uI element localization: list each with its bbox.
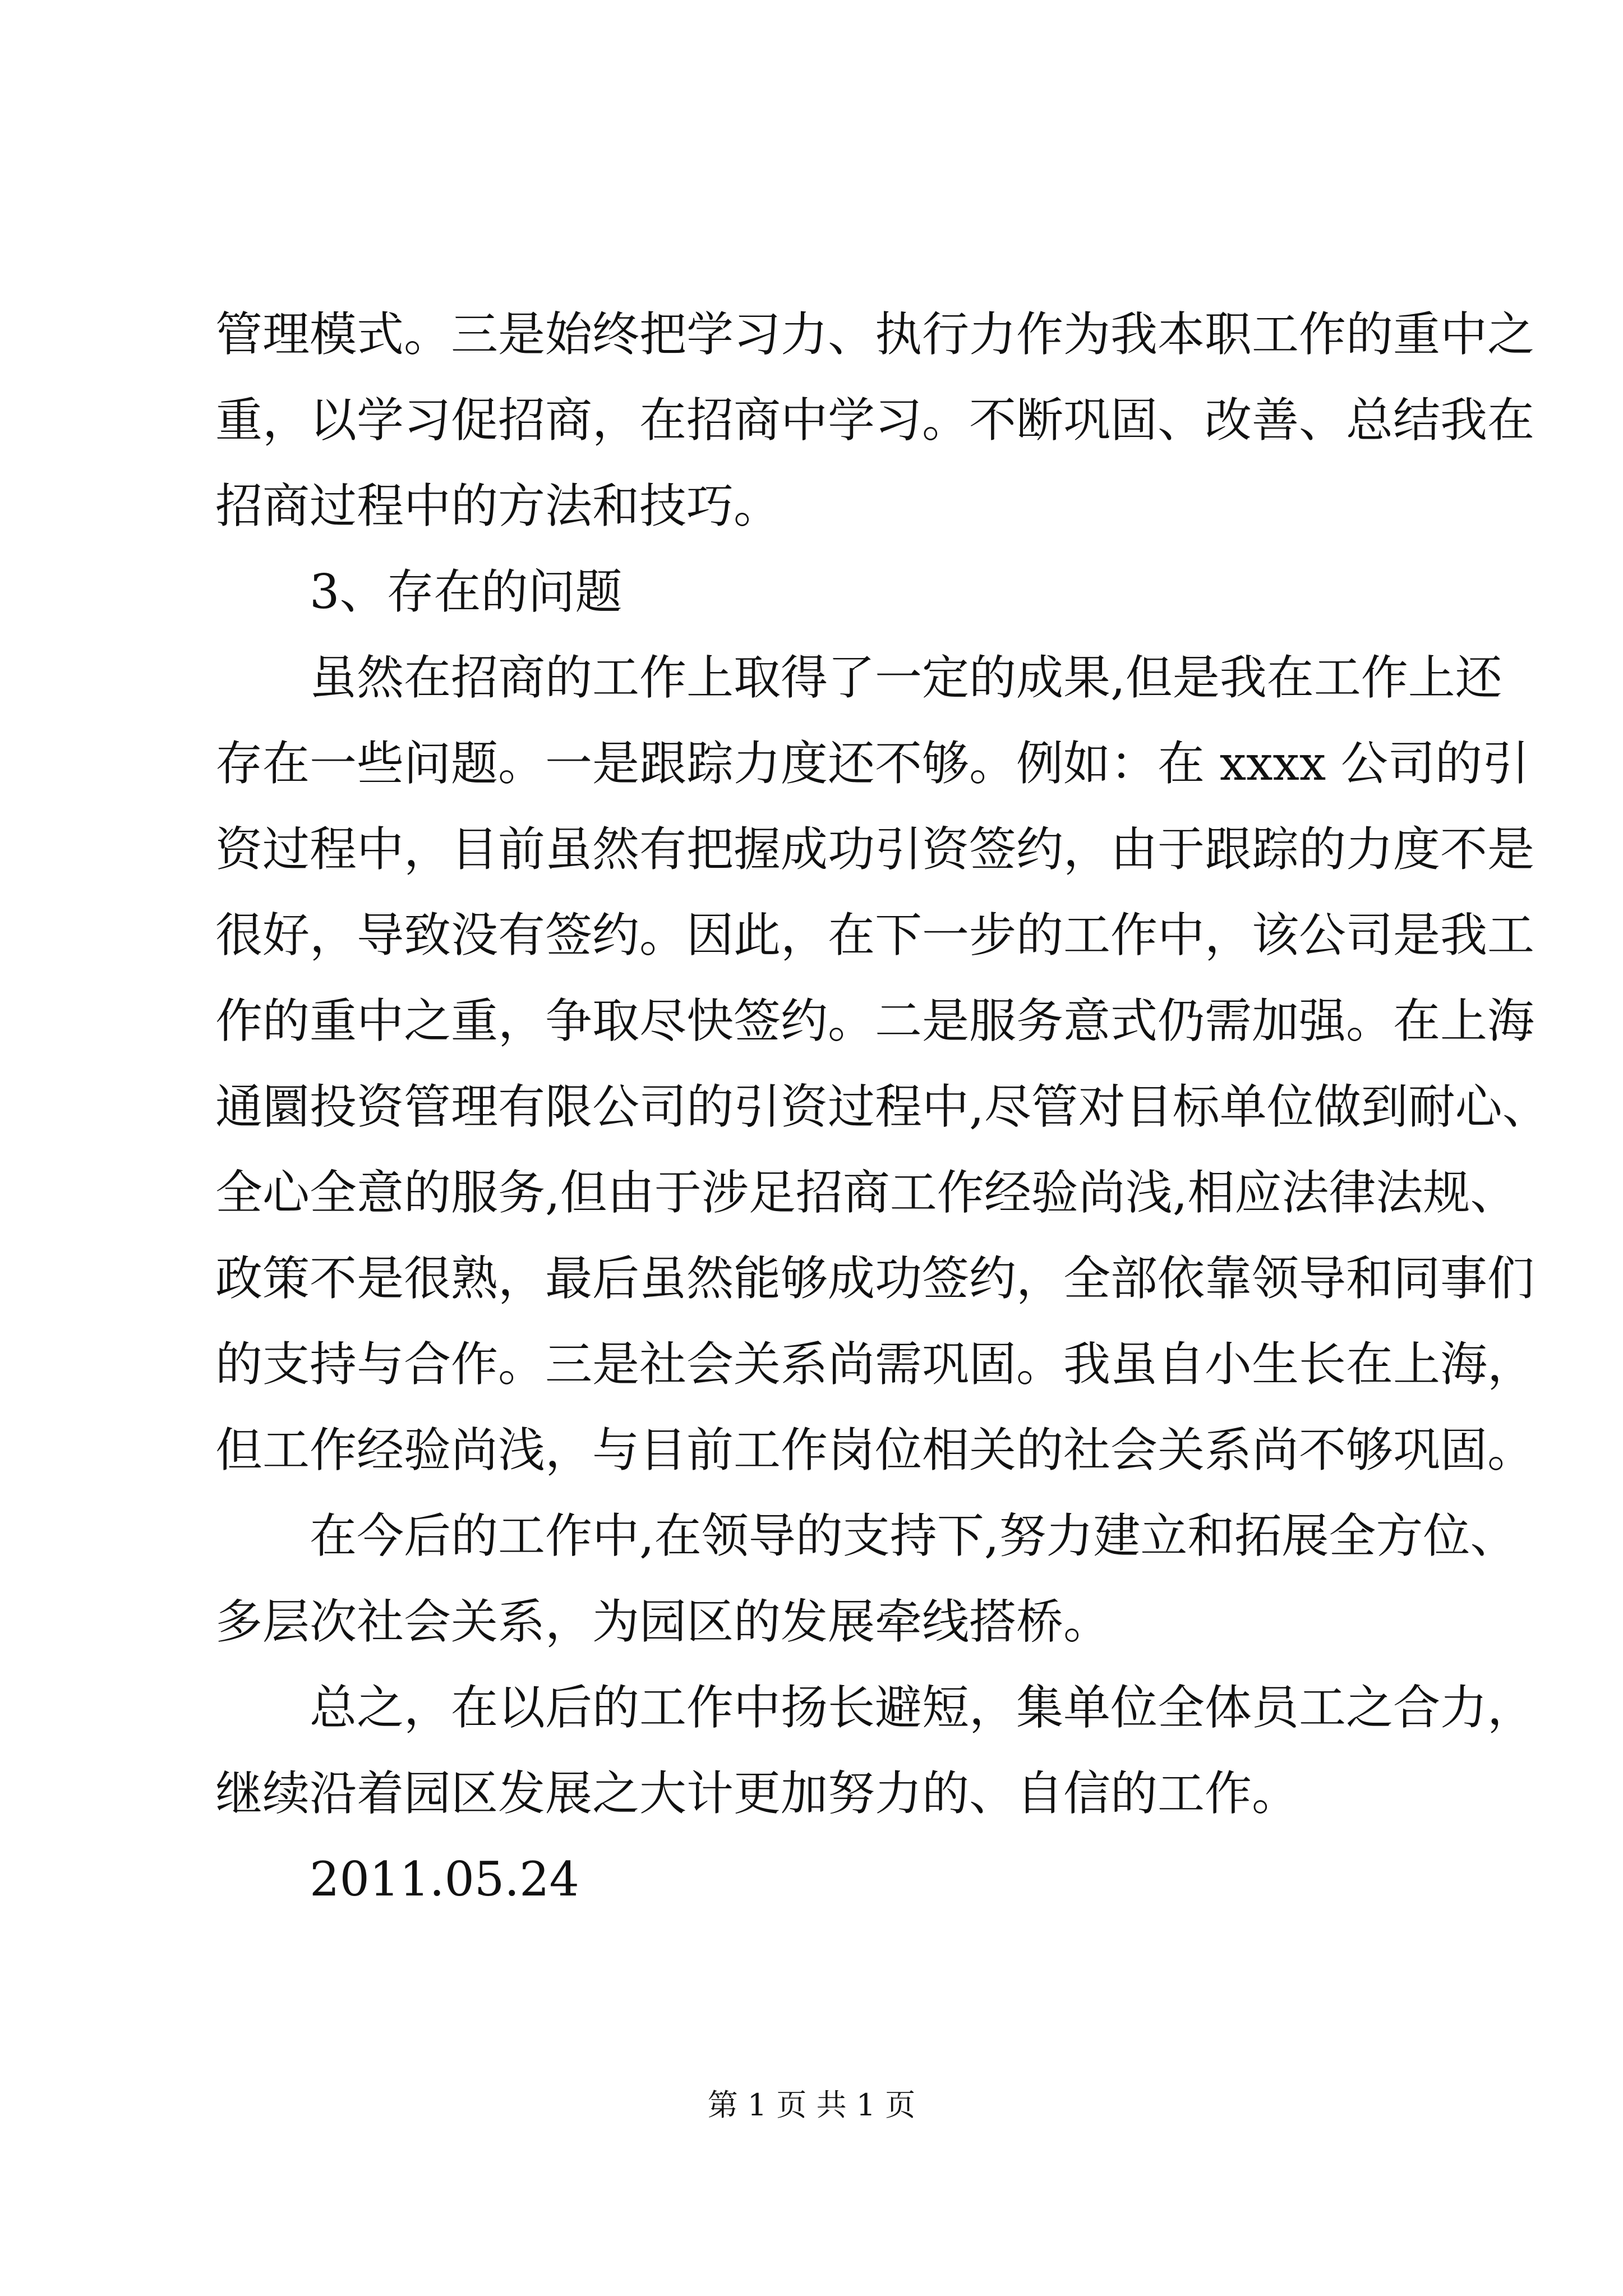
text-line: 但工作经验尚浅，与目前工作岗位相关的社会关系尚不够巩固。 bbox=[215, 1423, 1535, 1478]
text-line: 通圜投资管理有限公司的引资过程中,尽管对目标单位做到耐心、 bbox=[215, 1079, 1550, 1134]
text-line: 政策不是很熟，最后虽然能够成功签约，全部依靠领导和同事们 bbox=[215, 1251, 1535, 1306]
text-line: 总之，在以后的工作中扬长避短，集单位全体员工之合力， bbox=[310, 1680, 1535, 1735]
text-line: 全心全意的服务,但由于涉足招商工作经验尚浅,相应法律法规、 bbox=[215, 1165, 1518, 1220]
text-line: 招商过程中的方法和技巧。 bbox=[215, 478, 781, 533]
section-heading: 3、存在的问题 bbox=[310, 564, 623, 619]
text-line: 作的重中之重，争取尽快签约。二是服务意式仍需加强。在上海 bbox=[215, 993, 1535, 1048]
text-line: 虽然在招商的工作上取得了一定的成果,但是我在工作上还 bbox=[310, 650, 1502, 705]
document-body bbox=[215, 292, 1550, 1922]
text-line: 继续沿着园区发展之大计更加努力的、自信的工作。 bbox=[215, 1766, 1299, 1821]
text-line: 多层次社会关系，为园区的发展牵线搭桥。 bbox=[215, 1594, 1111, 1649]
document-date: 2011.05.24 bbox=[310, 1852, 579, 1907]
text-line: 重，以学习促招商，在招商中学习。不断巩固、改善、总结我在 bbox=[215, 393, 1535, 448]
text-line: 的支持与合作。三是社会关系尚需巩固。我虽自小生长在上海， bbox=[215, 1337, 1535, 1392]
text-line: 资过程中，目前虽然有把握成功引资签约，由于跟踪的力度不是 bbox=[215, 822, 1535, 877]
text-line: 很好，导致没有签约。因此，在下一步的工作中，该公司是我工 bbox=[215, 908, 1535, 963]
text-line: 管理模式。三是始终把学习力、执行力作为我本职工作的重中之 bbox=[215, 307, 1535, 362]
text-line: 在今后的工作中,在领导的支持下,努力建立和拓展全方位、 bbox=[310, 1508, 1518, 1563]
text-line: 存在一些问题。一是跟踪力度还不够。例如：在 xxxx 公司的引 bbox=[215, 736, 1529, 791]
page-number-footer: 第 1 页 共 1 页 bbox=[707, 2087, 916, 2123]
